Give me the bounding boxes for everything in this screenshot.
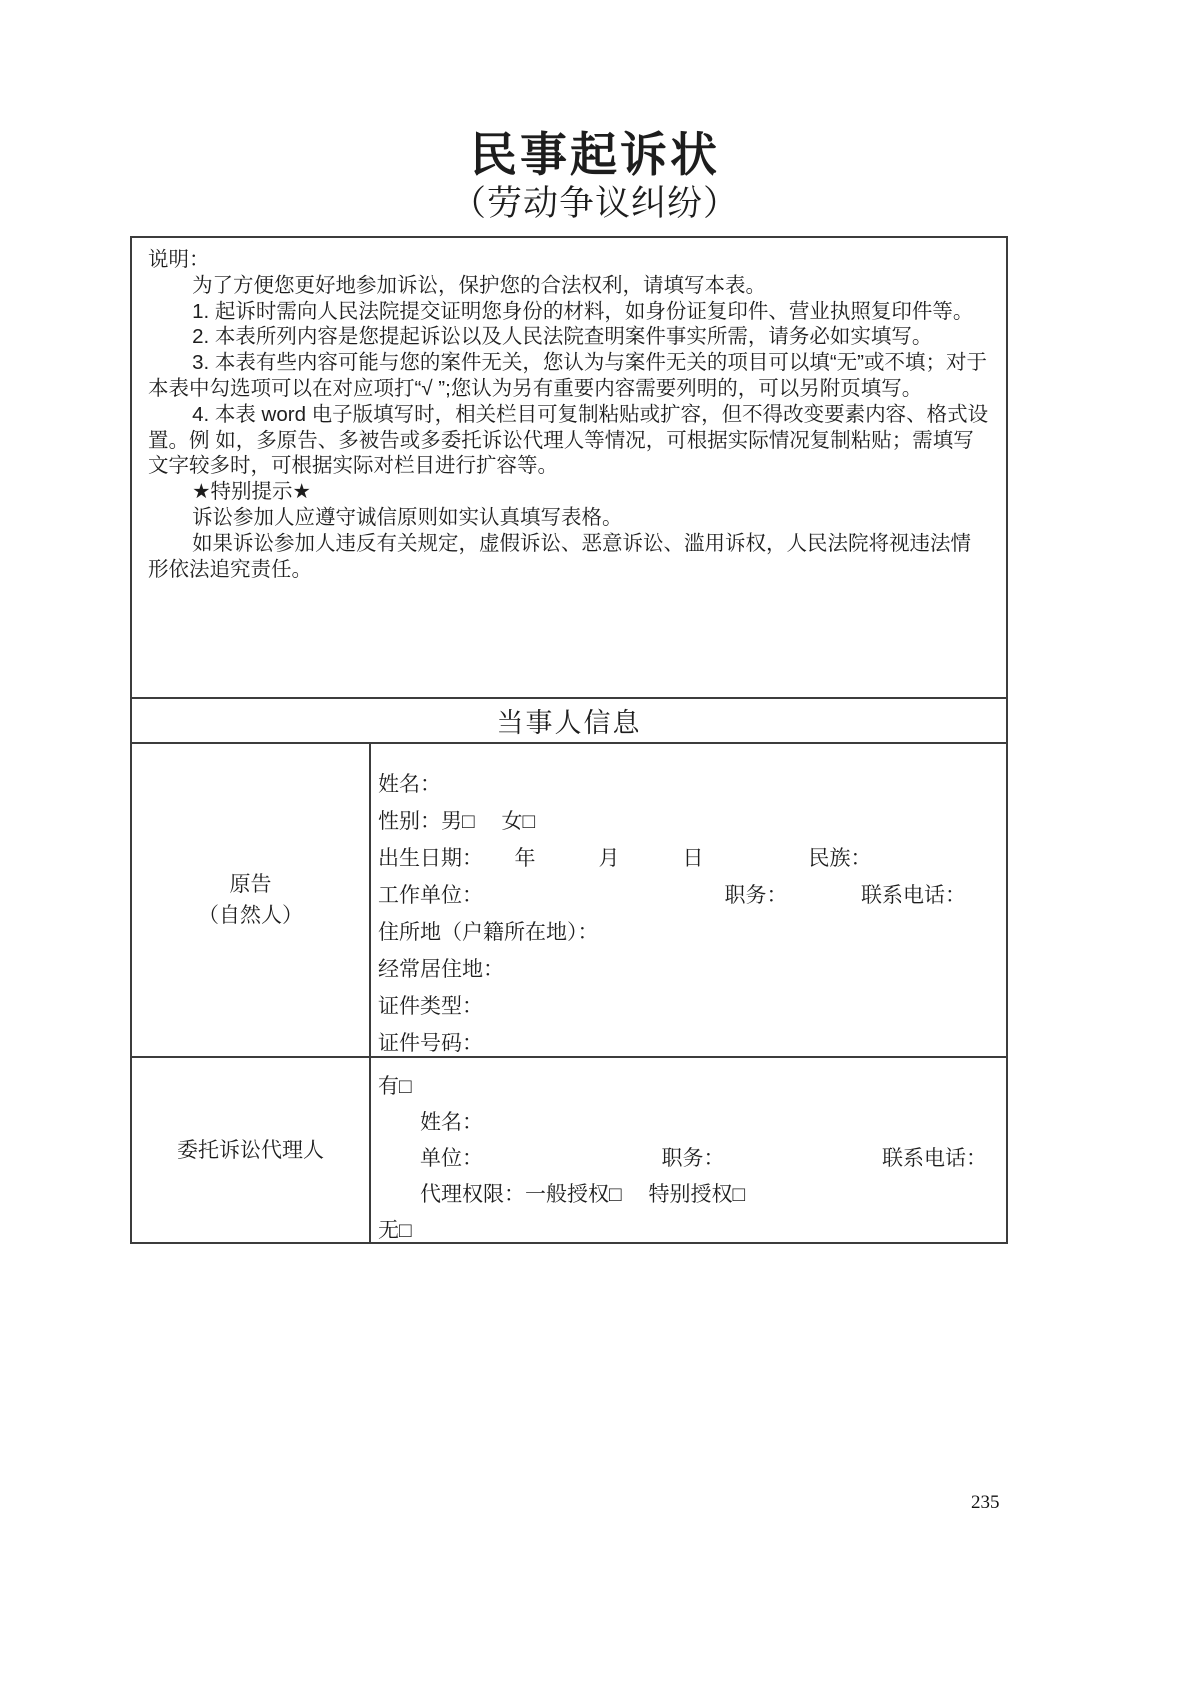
instruction-paragraph-3: 3. 本表有些内容可能与您的案件无关，您认为与案件无关的项目可以填“无”或不填；对于本表中勾选项可以在对应项打“√ ”;您认为另有重要内容需要列明的，可以另附页填写。	[148, 351, 988, 400]
agent-label-cell	[132, 1058, 371, 1242]
special-notice-line-2: 如果诉讼参加人违反有关规定，虚假诉讼、恶意诉讼、滥用诉权，人民法院将视违法情形依法追究责任。	[148, 531, 972, 581]
plaintiff-label-cell	[132, 744, 371, 1056]
domicile-field-line: 住所地（户籍所在地）：	[378, 921, 599, 944]
complaint-form-table	[130, 236, 1008, 1244]
agent-name-field-line: 姓名：	[378, 1111, 483, 1134]
instructions-heading: 说明：	[148, 248, 210, 271]
agent-row	[132, 1056, 1006, 1242]
special-notice-line-1: 诉讼参加人应遵守诚信原则如实认真填写表格。	[192, 505, 623, 529]
page-title: 民事起诉状	[470, 128, 720, 181]
id-number-field-line: 证件号码：	[378, 1032, 483, 1055]
plaintiff-label-subtype: （自然人）	[198, 904, 303, 927]
page-number: 235	[971, 1492, 1000, 1513]
plaintiff-label: 原告	[229, 873, 272, 896]
party-info-header: 当事人信息	[132, 697, 1006, 742]
agent-authority-checkboxes-line: 代理权限：一般授权□ 特别授权□	[378, 1183, 746, 1206]
birthdate-ethnicity-field-line: 出生日期： 年 月 日 民族：	[378, 847, 872, 870]
employer-title-phone-field-line: 工作单位： 职务： 联系电话：	[378, 884, 966, 907]
instruction-paragraph-2: 2. 本表所列内容是您提起诉讼以及人民法院查明案件事实所需，请务必如实填写。	[192, 325, 933, 349]
plaintiff-fields-cell	[371, 744, 1006, 1056]
habitual-residence-field-line: 经常居住地：	[378, 958, 504, 981]
instruction-paragraph-4: 4. 本表 word 电子版填写时，相关栏目可复制粘贴或扩容，但不得改变要素内容、格式设置。例 如，多原告、多被告或多委托诉讼代理人等情况，可根据实际情况复制粘贴；需填写文字较多时，可根据实际对栏目进行扩容等。	[148, 402, 989, 478]
agent-has-checkbox-line: 有□	[378, 1075, 412, 1098]
agent-fields-cell	[371, 1058, 1006, 1242]
instructions-box	[132, 238, 1006, 697]
agent-label: 委托诉讼代理人	[177, 1138, 324, 1162]
id-type-field-line: 证件类型：	[378, 995, 483, 1018]
special-notice-heading: ★特别提示★	[192, 480, 311, 504]
agent-employer-title-phone-line: 单位： 职务： 联系电话：	[378, 1147, 987, 1170]
agent-none-checkbox-line: 无□	[378, 1219, 412, 1242]
instruction-paragraph-1: 1. 起诉时需向人民法院提交证明您身份的材料，如身份证复印件、营业执照复印件等。	[192, 299, 974, 323]
page-subtitle: （劳动争议纠纷）	[450, 184, 739, 223]
plaintiff-row	[132, 742, 1006, 1056]
gender-field-line: 性别：男□ 女□	[378, 810, 536, 833]
instruction-paragraph-intro: 为了方便您更好地参加诉讼，保护您的合法权利，请填写本表。	[192, 273, 767, 297]
name-field-line: 姓名：	[378, 773, 441, 796]
